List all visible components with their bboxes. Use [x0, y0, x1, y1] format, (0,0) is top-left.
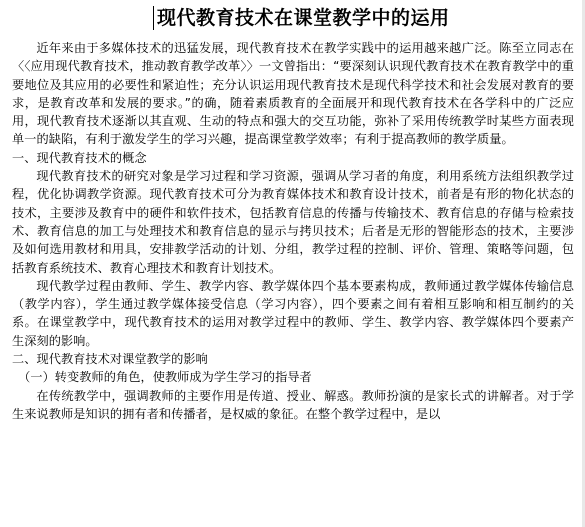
- paragraph-elements: 现代教学过程由教师、学生、教学内容、教学媒体四个基本要素构成，教师通过教学媒体传输信息（教学内容），学生通过教学媒体接受信息（学习内容），四个要素之间有着相互影响和相互制约的关系。在课堂教学中，现代教育技术的运用对教学过程中的教师、学生、教学内容、教学媒体四个要素产生深刻的影响。: [12, 278, 574, 348]
- paragraph-intro: 近年来由于多媒体技术的迅猛发展，现代教育技术在教学实践中的运用越来越广泛。陈至立同志在〈〈应用现代教育技术，推动教育教学改革〉〉一文曾指出：“要深刻认识现代教育技术在教育教学中的重要地位及其应用的必要性和紧迫性；充分认识运用现代教育技术是现代科学技术和社会发展对教育的要求，是教育改革和发展的要求。”的确，随着素质教育的全面展开和现代教育技术在各学科中的广泛应用，现代教育技术逐渐以其直观、生动的特点和强大的交互功能，弥补了采用传统教学时某些方面表现单一的缺陷，有利于激发学生的学习兴趣，提高课堂教学效率；有利于提高教师的教学质量。: [12, 41, 574, 147]
- section-heading-1: 一、现代教育技术的概念: [12, 150, 147, 165]
- document-title: 现代教育技术在课堂教学中的运用: [157, 7, 450, 29]
- paragraph-concept: 现代教育技术的研究对象是学习过程和学习资源，强调从学习者的角度，利用系统方法组织教学过程，优化协调教学资源。现代教育技术可分为教育媒体技术和教育设计技术，前者是有形的物化状态的技术，主要涉及教育中的硬件和软件技术，包括教育信息的传播与传输技术、教育信息的存储与检索技术、教育信息的加工与处理技术和教育信息的显示与拷贝技术；后者是无形的智能形态的技术，主要涉及如何选用教材和用具，安排教学活动的计划、分组，教学过程的控制、评价、管理、策略等问题，包括教育系统技术、教育心理技术和教育计划技术。: [12, 169, 574, 275]
- paragraph-teacher-role: 在传统教学中，强调教师的主要作用是传道、授业、解惑。教师扮演的是家长式的讲解者。对于学生来说教师是知识的拥有者和传播者，是权威的象征。在整个教学过程中，是以: [12, 388, 574, 421]
- document-body[interactable]: [12, 39, 574, 423]
- title-area: [0, 0, 585, 36]
- text-cursor: [153, 6, 154, 30]
- subsection-heading-1: （一）转变教师的角色，使教师成为学生学习的指导者: [18, 370, 312, 385]
- section-heading-2: 二、现代教育技术对课堂教学的影响: [12, 352, 208, 367]
